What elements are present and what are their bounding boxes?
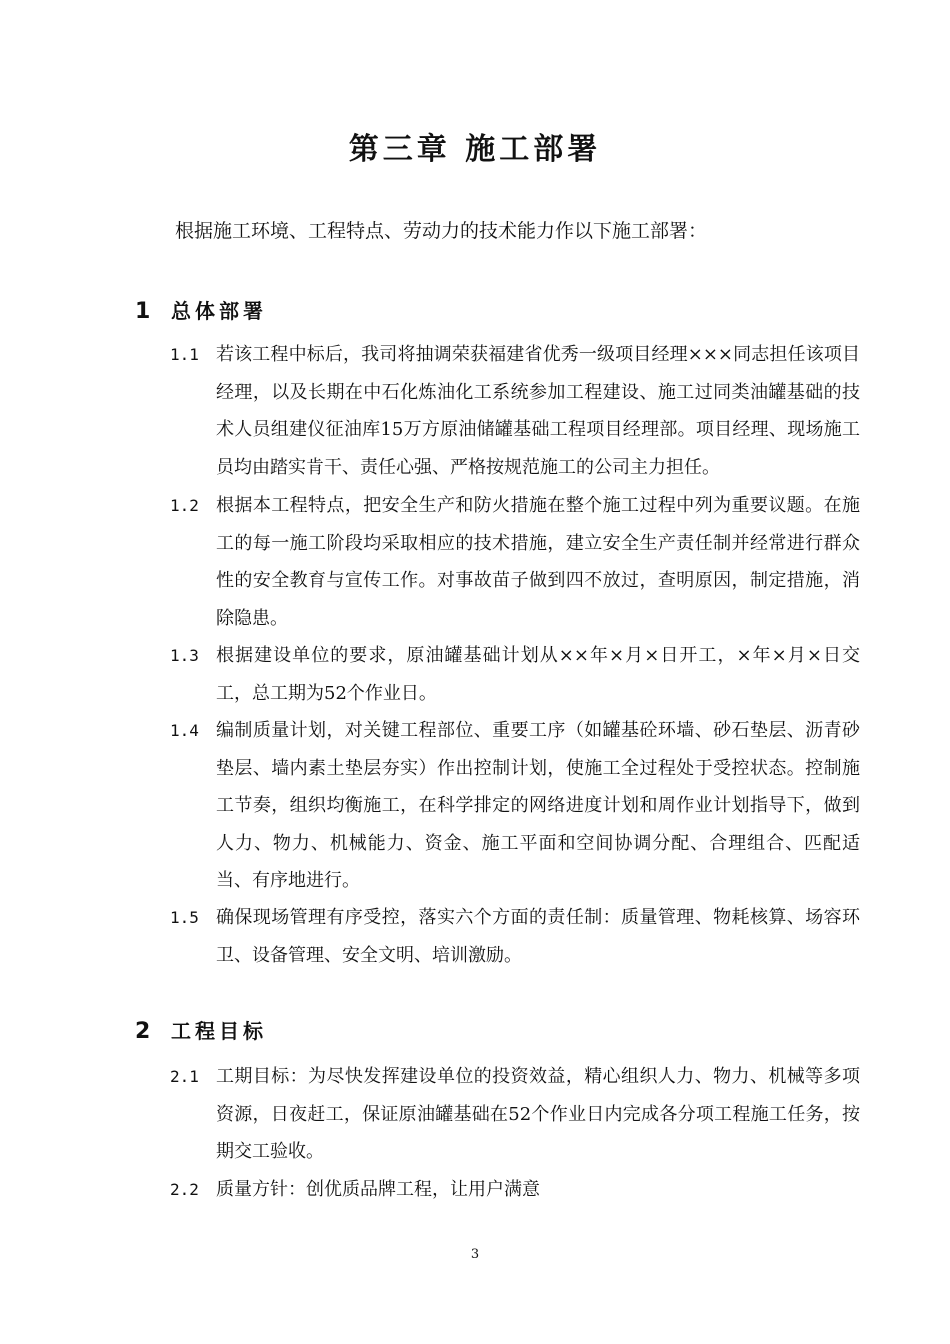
section-heading (135, 1016, 267, 1047)
section-heading (135, 296, 267, 327)
section-title: 总体部署 (171, 299, 267, 323)
section-number: 2 (135, 1019, 151, 1044)
list-item (170, 487, 860, 637)
section-title: 工程目标 (171, 1019, 267, 1043)
list-item (170, 637, 860, 712)
intro-paragraph: 根据施工环境、工程特点、劳动力的技术能力作以下施工部署： (175, 220, 708, 242)
item-number: 1.5 (170, 908, 199, 927)
item-text: 编制质量计划，对关键工程部位、重要工序（如罐基砼环墙、砂石垫层、沥青砂垫层、墙内素土垫层夯实）作出控制计划，使施工全过程处于受控状态。控制施工节奏，组织均衡施工，在科学排定的网络进度计划和周作业计划指导下，做到人力、物力、机械能力、资金、施工平面和空间协调分配、合理组合、匹配适当、有序地进行。 (216, 720, 860, 891)
list-item (170, 899, 860, 974)
item-number: 2.2 (170, 1180, 199, 1199)
page-number: 3 (470, 1247, 480, 1262)
list-item (170, 712, 860, 900)
item-text: 若该工程中标后，我司将抽调荣获福建省优秀一级项目经理×××同志担任该项目经理，以及长期在中石化炼油化工系统参加工程建设、施工过同类油罐基础的技术人员组建仪征油库15万方原油储罐基础工程项目经理部。项目经理、现场施工员均由踏实肯干、责任心强、严格按规范施工的公司主力担任。 (216, 344, 860, 478)
item-number: 1.3 (170, 646, 199, 665)
item-number: 1.2 (170, 496, 199, 515)
list-item (170, 1171, 860, 1209)
section-number: 1 (135, 299, 151, 324)
item-text: 工期目标：为尽快发挥建设单位的投资效益，精心组织人力、物力、机械等多项资源，日夜赶工，保证原油罐基础在52个作业日内完成各分项工程施工任务，按期交工验收。 (216, 1066, 860, 1162)
chapter-title: 第三章 施工部署 (348, 132, 602, 167)
item-text: 根据本工程特点，把安全生产和防火措施在整个施工过程中列为重要议题。在施工的每一施工阶段均采取相应的技术措施，建立安全生产责任制并经常进行群众性的安全教育与宣传工作。对事故苗子做到四不放过，查明原因，制定措施，消除隐患。 (216, 495, 860, 629)
item-number: 1.4 (170, 721, 199, 740)
item-text: 质量方针：创优质品牌工程，让用户满意 (216, 1179, 540, 1200)
list-item (170, 1058, 860, 1171)
item-text: 根据建设单位的要求，原油罐基础计划从××年×月×日开工，×年×月×日交工，总工期为52个作业日。 (216, 645, 860, 704)
item-text: 确保现场管理有序受控，落实六个方面的责任制：质量管理、物耗核算、场容环卫、设备管理、安全文明、培训激励。 (216, 907, 860, 966)
item-number: 1.1 (170, 345, 199, 364)
list-item (170, 336, 860, 486)
item-number: 2.1 (170, 1067, 199, 1086)
